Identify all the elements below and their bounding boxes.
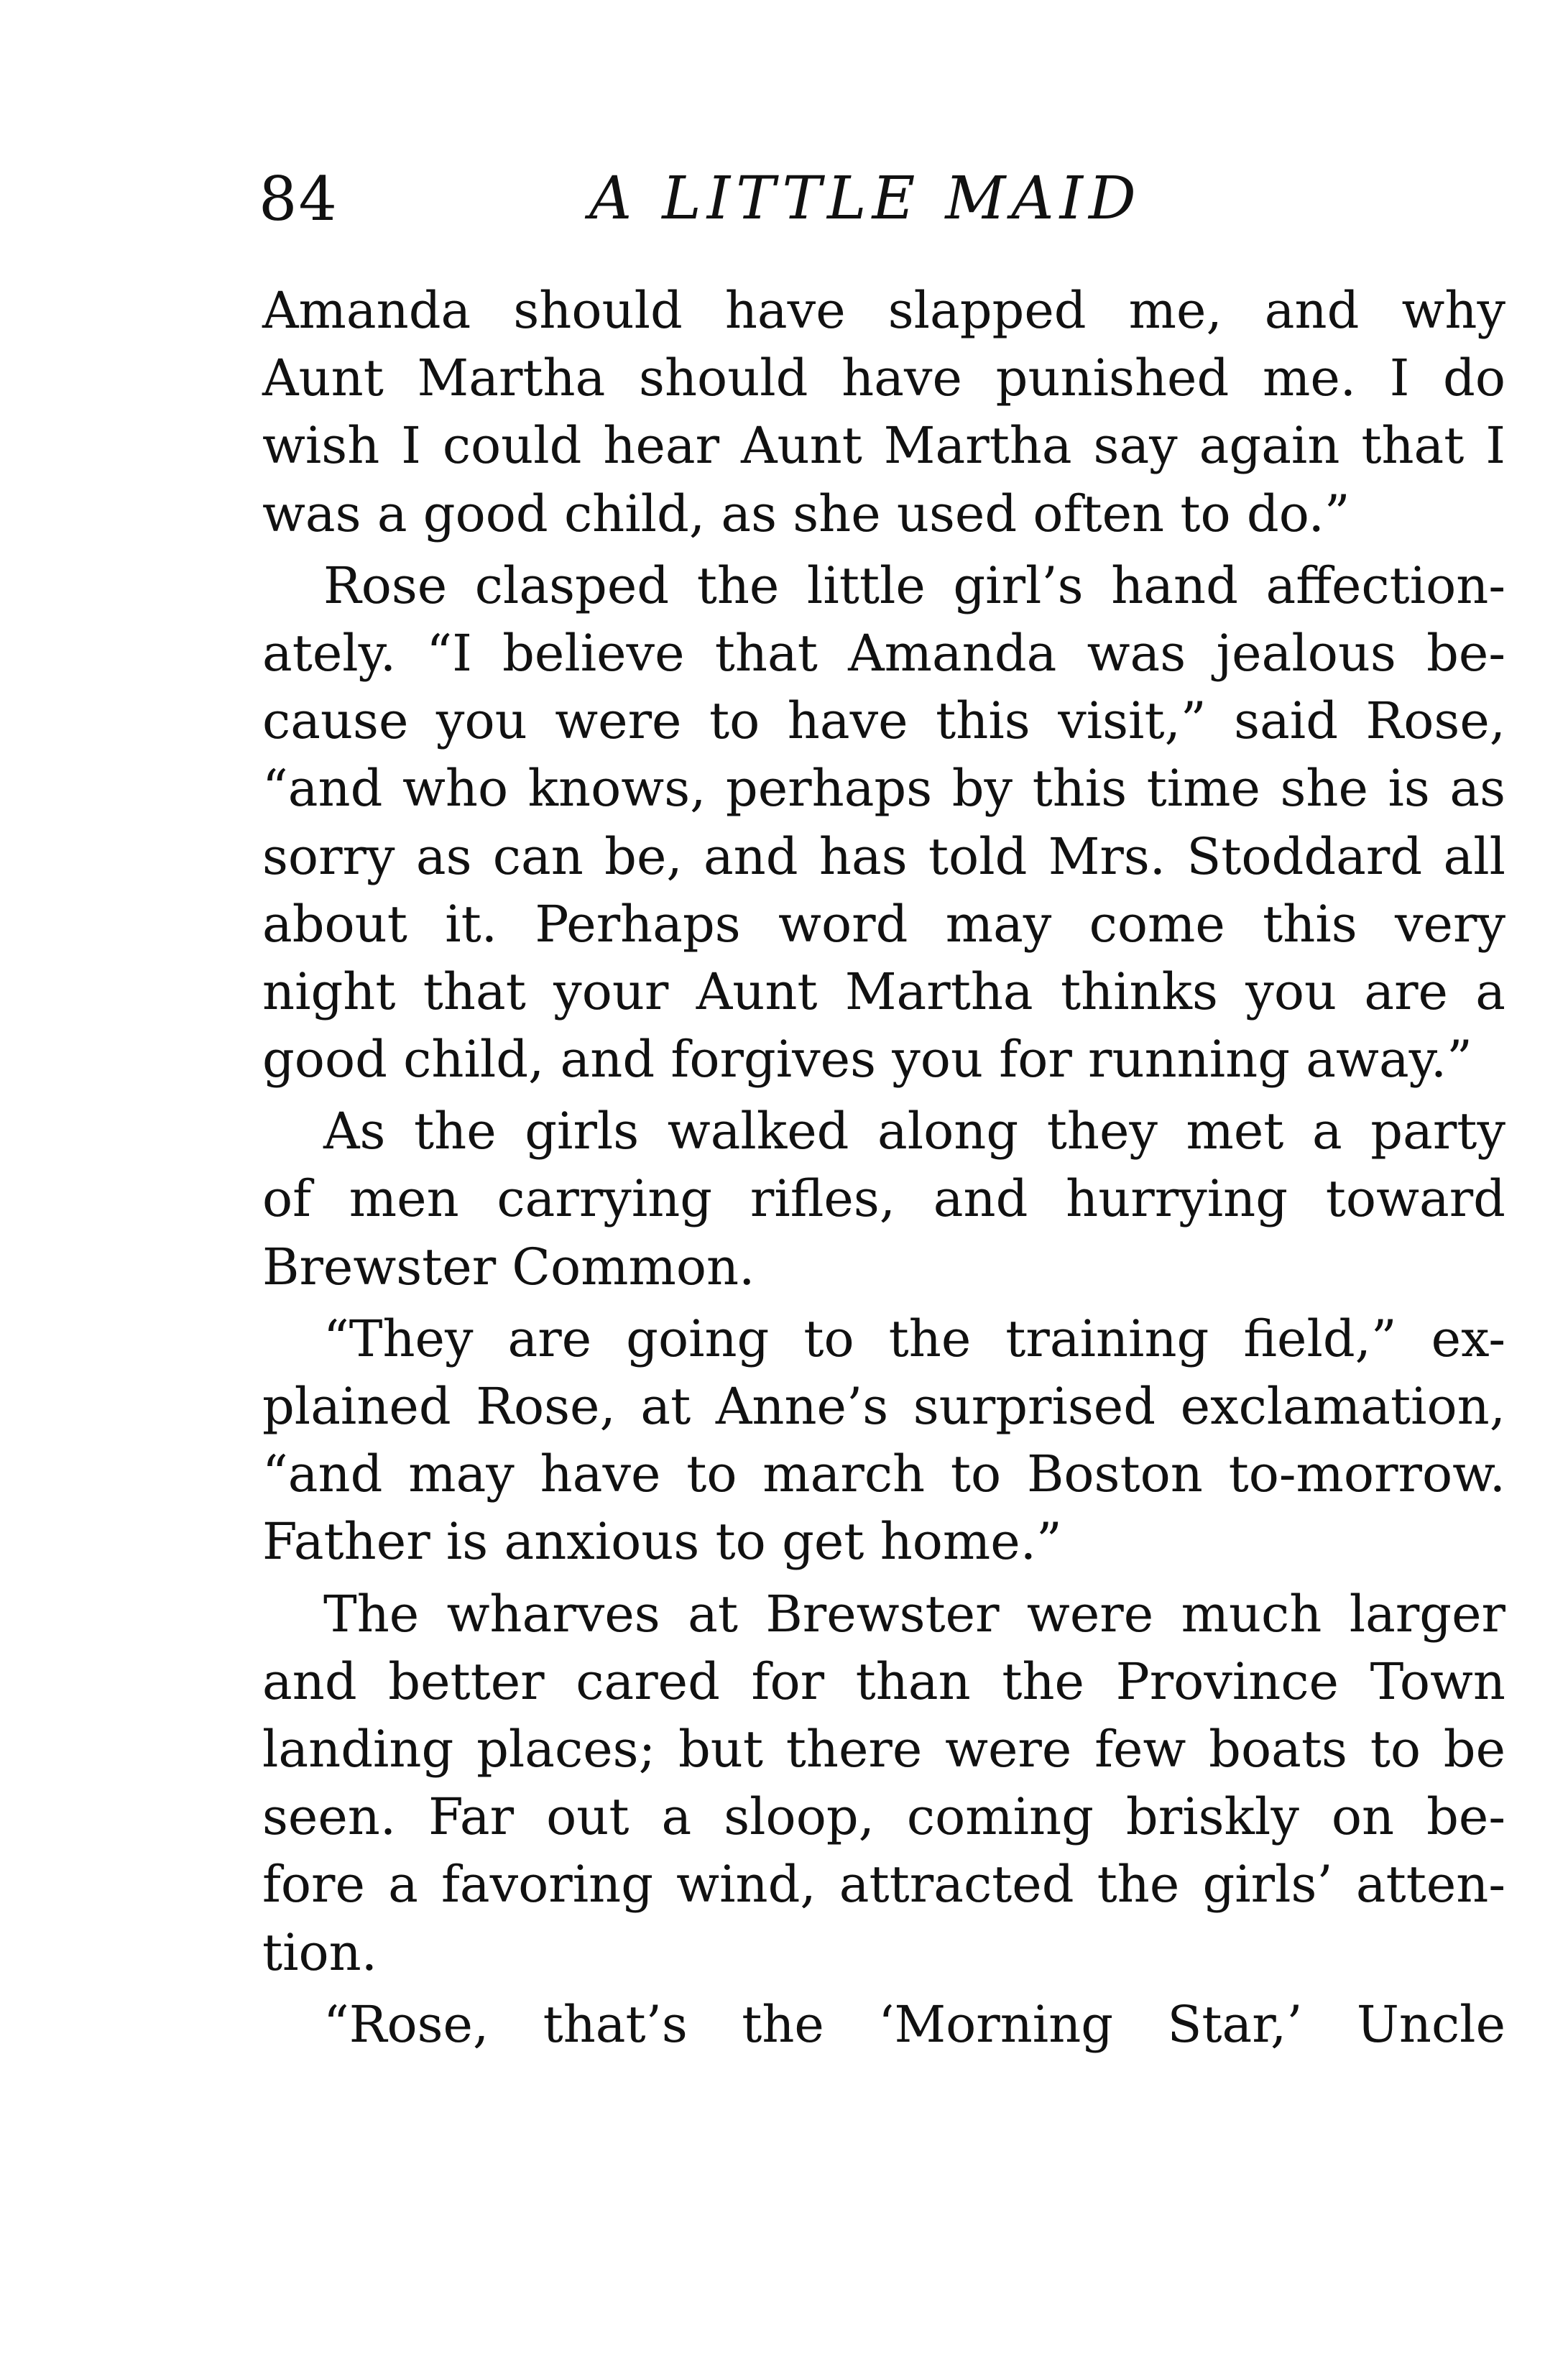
body-text — [262, 277, 1505, 2058]
page-number: 84 — [259, 164, 338, 234]
running-head: A LITTLE MAID — [589, 165, 1142, 233]
text-line: “and may have to march to Boston to-morrow. — [262, 1445, 1505, 1504]
text-line: plained Rose, at Anne’s surprised exclamation, — [262, 1377, 1505, 1436]
text-line: Amanda should have slapped me, and why — [262, 281, 1505, 340]
text-line: sorry as can be, and has told Mrs. Stoddard all — [262, 826, 1505, 886]
text-line: and better cared for than the Province Town — [262, 1651, 1505, 1711]
text-line: “and who knows, perhaps by this time she is as — [262, 759, 1505, 819]
text-line: wish I could hear Aunt Martha say again that I — [262, 416, 1505, 476]
text-line: Father is anxious to get home.” — [262, 1512, 1062, 1572]
text-line: As the girls walked along they met a party — [323, 1102, 1505, 1161]
text-line: Rose clasped the little girl’s hand affection- — [323, 556, 1505, 615]
text-line: ately. “I believe that Amanda was jealous be- — [262, 623, 1505, 683]
page-header — [259, 160, 1509, 239]
text-line: night that your Aunt Martha thinks you are a — [262, 962, 1505, 1021]
text-line: tion. — [262, 1922, 377, 1982]
text-line: about it. Perhaps word may come this very — [262, 894, 1505, 954]
text-line: Aunt Martha should have punished me. I do — [262, 349, 1505, 408]
text-line: The wharves at Brewster were much larger — [323, 1584, 1505, 1644]
text-line: “Rose, that’s the ‘Morning Star,’ Uncle — [323, 1994, 1505, 2054]
text-line: fore a favoring wind, attracted the girls’ atten- — [262, 1855, 1505, 1915]
text-line: good child, and forgives you for running away.” — [262, 1030, 1472, 1089]
text-line: seen. Far out a sloop, coming briskly on be- — [262, 1787, 1505, 1847]
text-line: Brewster Common. — [262, 1237, 755, 1296]
text-line: of men carrying rifles, and hurrying toward — [262, 1169, 1505, 1229]
text-line: was a good child, as she used often to do.” — [262, 484, 1350, 543]
text-line: cause you were to have this visit,” said Rose, — [262, 691, 1505, 751]
text-line: “They are going to the training field,” ex- — [323, 1309, 1505, 1368]
text-line: landing places; but there were few boats to be — [262, 1719, 1505, 1779]
